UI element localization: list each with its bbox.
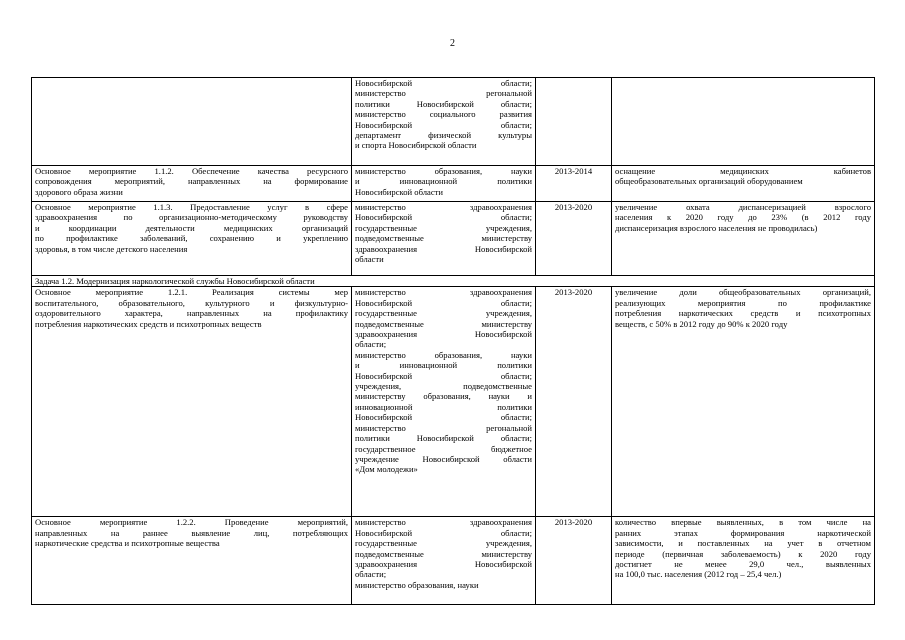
text-line: здравоохранения Новосибирской — [355, 559, 532, 570]
text-line: оздоровительного характера, направленных на профилактику — [35, 308, 348, 319]
text-line: реализующих мероприятия по профилактике — [615, 297, 871, 308]
period-cell: 2013-2014 — [536, 166, 612, 202]
text-line: веществ, с 50% в 2012 году до 90% к 2020 году — [615, 318, 788, 329]
text-line: Основное мероприятие 1.2.1. Реализация системы мер — [35, 287, 348, 298]
executors-cell — [352, 517, 536, 605]
table-row — [32, 78, 875, 166]
period-cell: 2013-2020 — [536, 517, 612, 605]
text-line: министерству образования, науки и — [355, 391, 532, 402]
measure-cell — [32, 287, 352, 517]
table-row — [32, 166, 875, 202]
text-line: области; — [355, 569, 387, 580]
executors-cell — [352, 166, 536, 202]
text-line: министерство здравоохранения — [355, 517, 532, 528]
text-line: государственные учреждения, — [355, 538, 532, 549]
text-line: увеличение охвата диспансеризацией взрослого — [615, 202, 871, 212]
text-line: Новосибирской области; — [355, 297, 532, 308]
text-line: периоде (первичная заболеваемость) к 2020 году — [615, 548, 871, 559]
text-line: на 100,0 тыс. населения (2012 год – 25,4 чел.) — [615, 569, 782, 580]
result-cell — [612, 166, 875, 202]
text-line: «Дом молодежи» — [355, 464, 418, 475]
program-table — [31, 77, 875, 605]
text-line: Новосибирской области; — [355, 78, 532, 88]
text-line: министерство образования, науки — [355, 349, 532, 360]
table-row — [32, 287, 875, 517]
text-line: Новосибирской области; — [355, 370, 532, 381]
executors-cell — [352, 202, 536, 276]
text-line: зависимости, и поставленных на учет в отчетном — [615, 538, 871, 549]
text-line: Основное мероприятие 1.2.2. Проведение мероприятий, — [35, 517, 348, 528]
executors-cell — [352, 287, 536, 517]
period-cell: 2013-2020 — [536, 202, 612, 276]
measure-cell — [32, 78, 352, 166]
result-cell — [612, 517, 875, 605]
text-line: и инновационной политики — [355, 360, 532, 371]
measure-cell — [32, 202, 352, 276]
text-line: увеличение доли общеобразовательных организаций, — [615, 287, 871, 298]
text-line: диспансеризация взрослого населения не проводилась) — [615, 222, 818, 233]
table-body — [32, 78, 875, 605]
text-line: подведомственные министерству — [355, 548, 532, 559]
text-line: направленных на раннее выявление лиц, потребляющих — [35, 527, 348, 538]
text-line: здравоохранения Новосибирской — [355, 329, 532, 340]
text-line: министерство образования, науки — [355, 166, 532, 176]
text-line: государственные учреждения, — [355, 222, 532, 233]
text-line: области; — [355, 339, 387, 350]
result-cell — [612, 78, 875, 166]
text-line: потребления наркотических средств и психотропных веществ — [35, 318, 262, 329]
text-line: ранних этапах формирования наркотической — [615, 527, 871, 538]
text-line: области — [355, 254, 384, 265]
text-line: здорового образа жизни — [35, 186, 123, 197]
text-line: Основное мероприятие 1.1.3. Предоставление услуг в сфере — [35, 202, 348, 212]
result-cell — [612, 287, 875, 517]
text-line: министерство здравоохранения — [355, 202, 532, 212]
text-line: общеобразовательных организаций оборудованием — [615, 176, 803, 187]
measure-cell — [32, 166, 352, 202]
task-row — [32, 276, 875, 287]
text-line: потребления наркотических средств и психотропных — [615, 308, 871, 319]
text-line: политики Новосибирской области; — [355, 433, 532, 444]
task-heading: Задача 1.2. Модернизация наркологической службы Новосибирской области — [32, 276, 875, 287]
text-line: департамент физической культуры — [355, 130, 532, 141]
text-line: населения к 2020 году до 23% (в 2012 году — [615, 212, 871, 223]
text-line: подведомственные министерству — [355, 233, 532, 244]
page-number: 2 — [450, 38, 455, 49]
executors-cell — [352, 78, 536, 166]
text-line: количество впервые выявленных, в том числе на — [615, 517, 871, 528]
table-row — [32, 517, 875, 605]
text-line: здоровья, в том числе детского населения — [35, 243, 188, 254]
text-line: министерство регональной — [355, 88, 532, 99]
text-line: государственные учреждения, — [355, 308, 532, 319]
text-line: учреждение Новосибирской области — [355, 453, 532, 464]
text-line: инновационной политики — [355, 401, 532, 412]
measure-cell — [32, 517, 352, 605]
text-line: и инновационной политики — [355, 176, 532, 187]
text-line: наркотические средства и психотропные вещества — [35, 538, 220, 549]
text-line: Новосибирской области; — [355, 412, 532, 423]
text-line: здравоохранения по организационно-методическому руководству — [35, 212, 348, 223]
text-line: по профилактике заболеваний, сохранению и укреплению — [35, 233, 348, 244]
text-line: достигнет не менее 29,0 чел., выявленных — [615, 559, 871, 570]
period-cell: 2013-2020 — [536, 287, 612, 517]
text-line: министерство социального развития — [355, 109, 532, 120]
text-line: политики Новосибирской области; — [355, 98, 532, 109]
text-line: подведомственные министерству — [355, 318, 532, 329]
text-line: учреждения, подведомственные — [355, 381, 532, 392]
text-line: и спорта Новосибирской области — [355, 140, 477, 151]
text-line: оснащение медицинских кабинетов — [615, 166, 871, 176]
text-line: Новосибирской области; — [355, 527, 532, 538]
text-line: воспитательного, образовательного, культурного и физкультурно- — [35, 297, 348, 308]
table-row — [32, 202, 875, 276]
period-cell — [536, 78, 612, 166]
result-cell — [612, 202, 875, 276]
text-line: Основное мероприятие 1.1.2. Обеспечение качества ресурсного — [35, 166, 348, 176]
text-line: здравоохранения Новосибирской — [355, 243, 532, 254]
text-line: Новосибирской области — [355, 186, 444, 197]
text-line: министерство регональной — [355, 422, 532, 433]
text-line: государственное бюджетное — [355, 443, 532, 454]
text-line: министерство здравоохранения — [355, 287, 532, 298]
text-line: сопровождения мероприятий, направленных на формирование — [35, 176, 348, 187]
text-line: министерство образования, науки — [355, 579, 479, 590]
text-line: Новосибирской области; — [355, 119, 532, 130]
text-line: и координации деятельности медицинских организаций — [35, 222, 348, 233]
text-line: Новосибирской области; — [355, 212, 532, 223]
